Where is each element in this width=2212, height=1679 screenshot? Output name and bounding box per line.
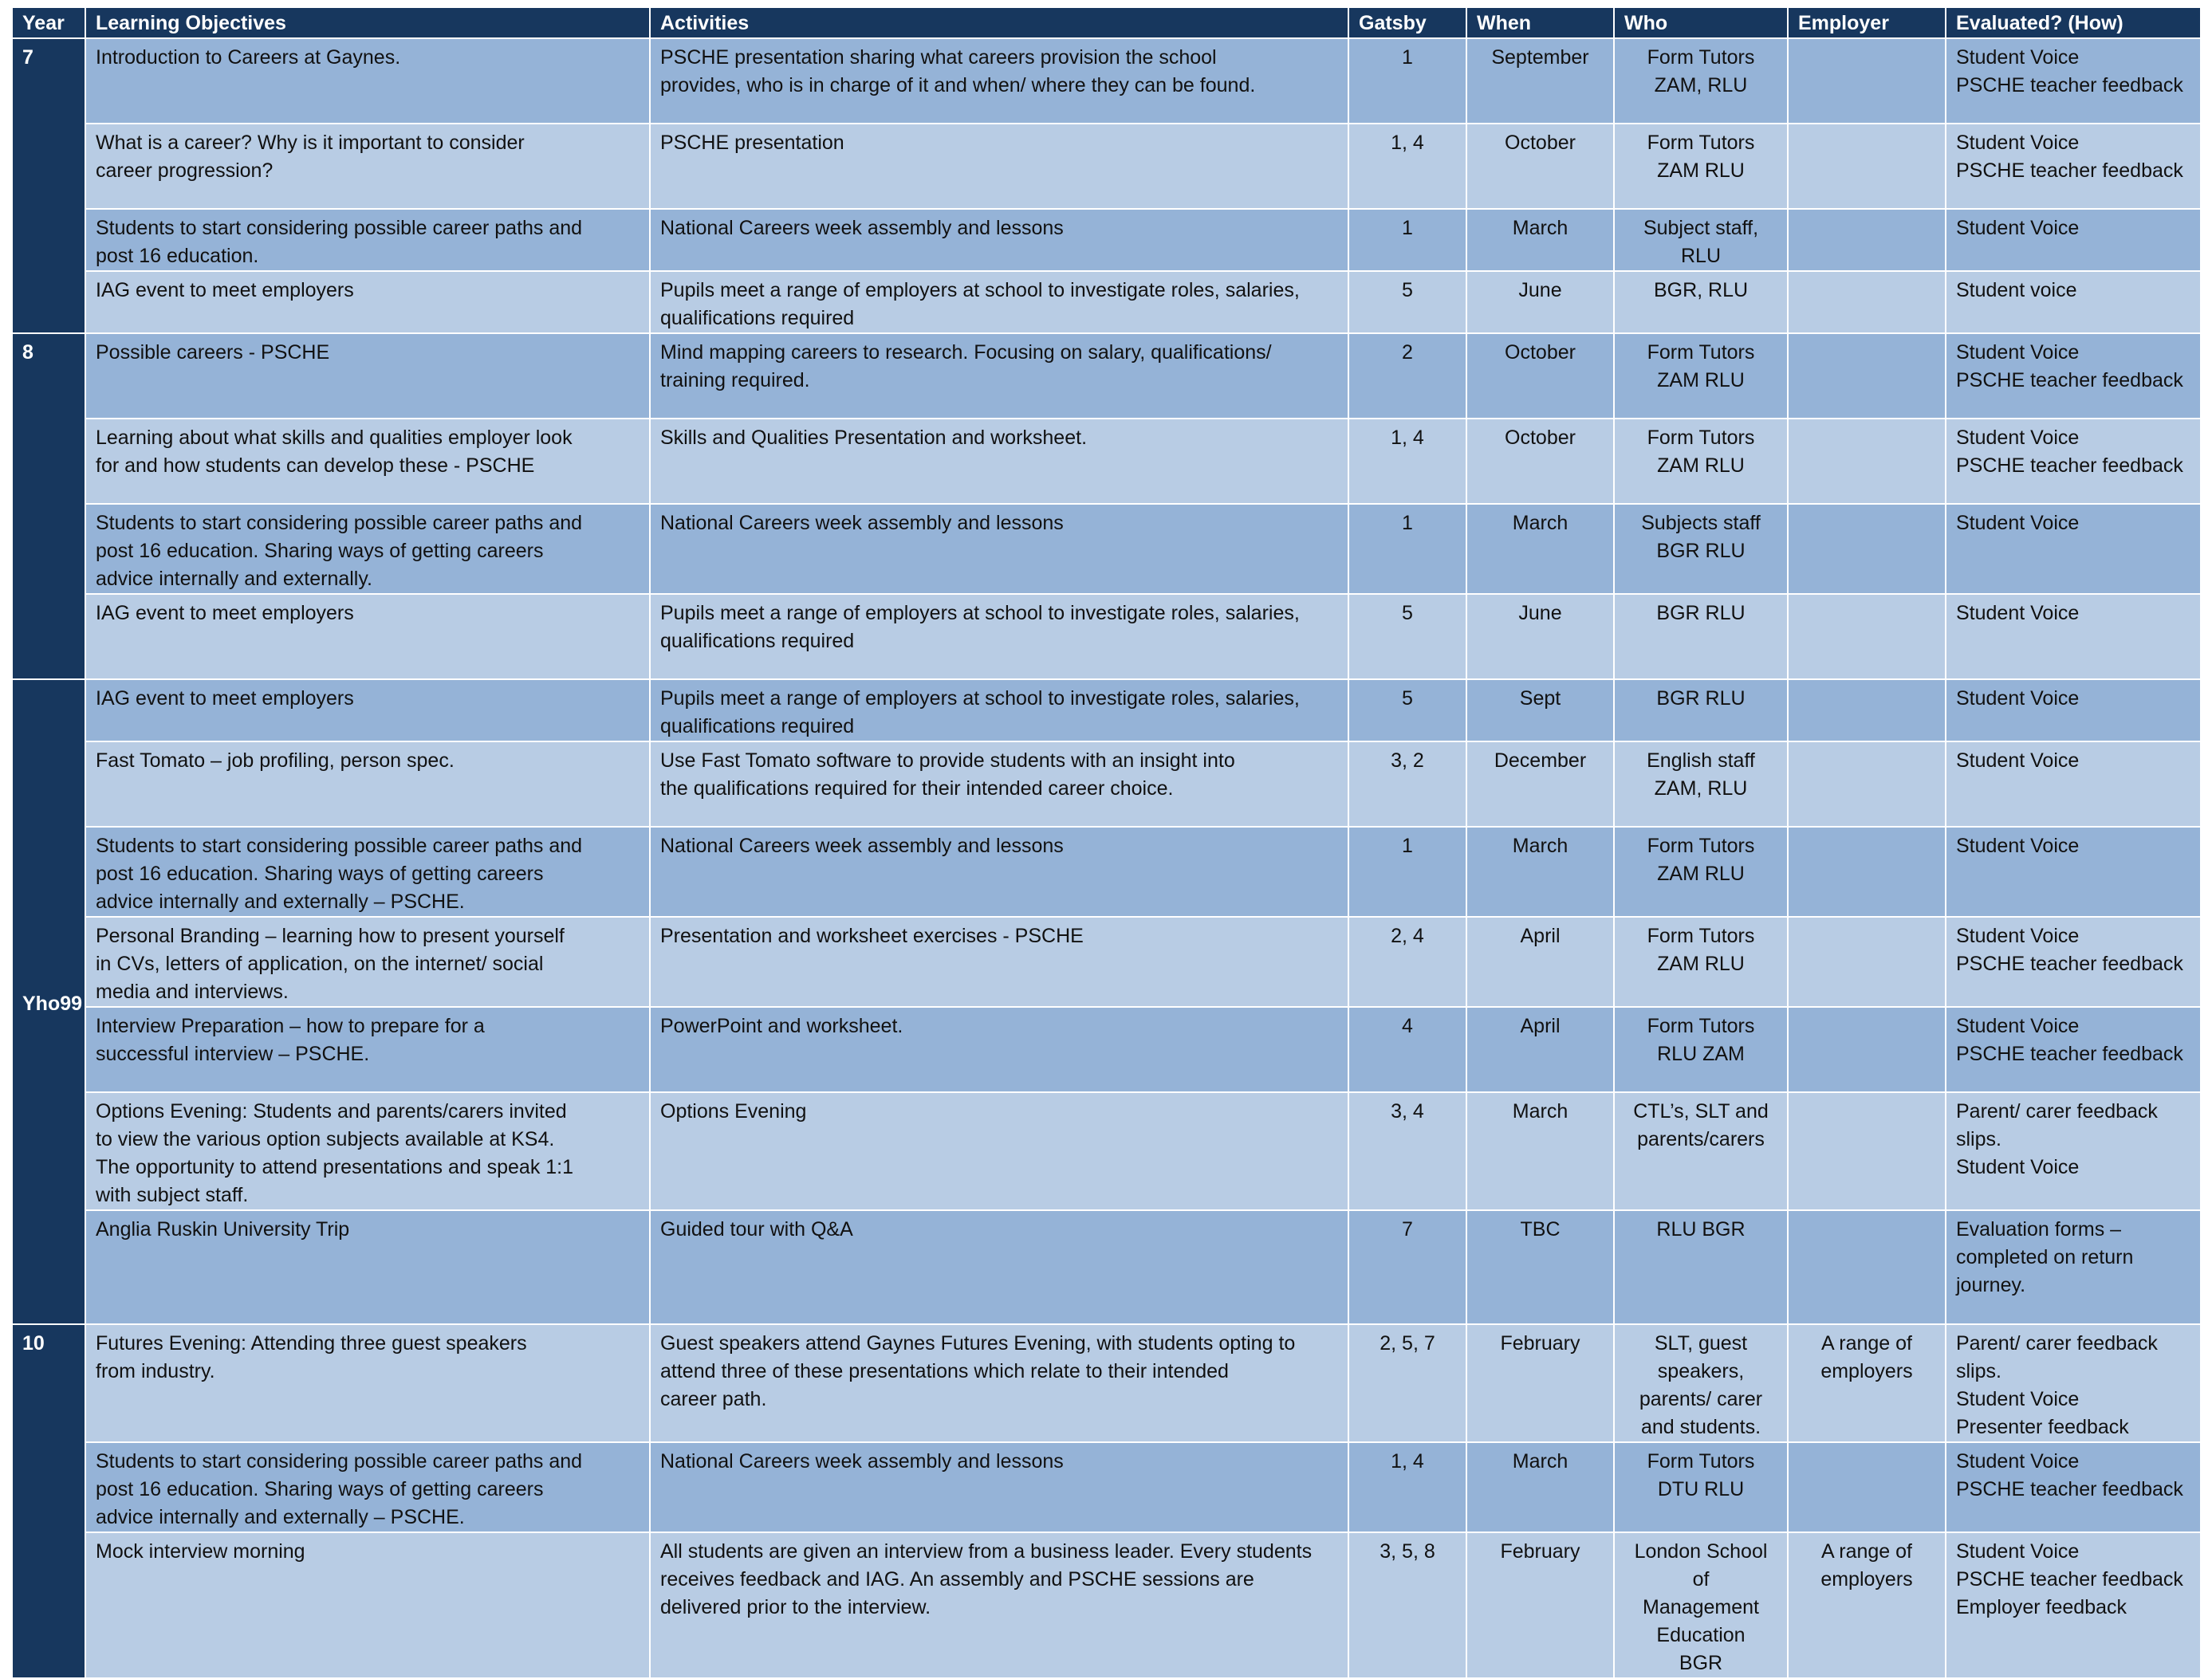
year-cell: 10: [12, 1324, 85, 1678]
objective-cell: Students to start considering possible career paths and post 16 education. Sharing ways of getting careers advice internally and externally – PSCHE.: [85, 827, 650, 917]
when-cell: February: [1466, 1324, 1614, 1442]
activity-cell: Pupils meet a range of employers at school to investigate roles, salaries, qualifications required: [650, 271, 1348, 333]
table-row: [12, 1092, 2201, 1210]
table-row: [12, 1532, 2201, 1678]
evaluated-cell: Student Voice PSCHE teacher feedback: [1946, 917, 2201, 1007]
employer-cell: [1788, 504, 1946, 594]
who-cell: Form Tutors ZAM RLU: [1614, 917, 1788, 1007]
table-row: [12, 827, 2201, 917]
header-employer: Employer: [1788, 7, 1946, 38]
evaluated-cell: Parent/ carer feedback slips. Student Voice: [1946, 1092, 2201, 1210]
table-row: [12, 594, 2201, 679]
objective-cell: Mock interview morning: [85, 1532, 650, 1678]
gatsby-cell: 3, 5, 8: [1348, 1532, 1466, 1678]
who-cell: Form Tutors DTU RLU: [1614, 1442, 1788, 1532]
objective-cell: Students to start considering possible career paths and post 16 education.: [85, 209, 650, 271]
who-cell: Subjects staff BGR RLU: [1614, 504, 1788, 594]
employer-cell: A range of employers: [1788, 1324, 1946, 1442]
table-row: [12, 419, 2201, 504]
gatsby-cell: 3, 2: [1348, 741, 1466, 827]
employer-cell: [1788, 741, 1946, 827]
table-row: [12, 1007, 2201, 1092]
evaluated-cell: Student Voice PSCHE teacher feedback: [1946, 419, 2201, 504]
objective-cell: Students to start considering possible career paths and post 16 education. Sharing ways of getting careers advice internally and externally.: [85, 504, 650, 594]
table-row: [12, 1442, 2201, 1532]
evaluated-cell: Student Voice PSCHE teacher feedback: [1946, 333, 2201, 419]
when-cell: October: [1466, 124, 1614, 209]
employer-cell: [1788, 917, 1946, 1007]
table-row: [12, 209, 2201, 271]
when-cell: September: [1466, 38, 1614, 124]
who-cell: BGR RLU: [1614, 594, 1788, 679]
header-gatsby: Gatsby: [1348, 7, 1466, 38]
evaluated-cell: Student Voice PSCHE teacher feedback: [1946, 1442, 2201, 1532]
header-row: [12, 7, 2201, 38]
when-cell: April: [1466, 917, 1614, 1007]
evaluated-cell: Student Voice: [1946, 741, 2201, 827]
table-row: [12, 504, 2201, 594]
activity-cell: National Careers week assembly and lessons: [650, 827, 1348, 917]
employer-cell: [1788, 38, 1946, 124]
activity-cell: Pupils meet a range of employers at school to investigate roles, salaries, qualifications required: [650, 679, 1348, 741]
objective-cell: Possible careers - PSCHE: [85, 333, 650, 419]
gatsby-cell: 2: [1348, 333, 1466, 419]
activity-cell: Skills and Qualities Presentation and worksheet.: [650, 419, 1348, 504]
objective-cell: Students to start considering possible career paths and post 16 education. Sharing ways of getting careers advice internally and externally – PSCHE.: [85, 1442, 650, 1532]
employer-cell: [1788, 827, 1946, 917]
gatsby-cell: 1: [1348, 504, 1466, 594]
gatsby-cell: 1, 4: [1348, 124, 1466, 209]
year-cell: Yho99: [12, 679, 85, 1324]
employer-cell: [1788, 419, 1946, 504]
employer-cell: [1788, 679, 1946, 741]
table-row: [12, 741, 2201, 827]
activity-cell: Options Evening: [650, 1092, 1348, 1210]
activity-cell: National Careers week assembly and lessons: [650, 209, 1348, 271]
objective-cell: Interview Preparation – how to prepare for a successful interview – PSCHE.: [85, 1007, 650, 1092]
objective-cell: IAG event to meet employers: [85, 679, 650, 741]
table-row: [12, 124, 2201, 209]
activity-cell: Guest speakers attend Gaynes Futures Evening, with students opting to attend three of these presentations which relate to their intended career path.: [650, 1324, 1348, 1442]
employer-cell: [1788, 333, 1946, 419]
evaluated-cell: Student Voice PSCHE teacher feedback: [1946, 1007, 2201, 1092]
objective-cell: IAG event to meet employers: [85, 271, 650, 333]
evaluated-cell: Student Voice PSCHE teacher feedback Employer feedback: [1946, 1532, 2201, 1678]
objective-cell: Anglia Ruskin University Trip: [85, 1210, 650, 1324]
gatsby-cell: 5: [1348, 679, 1466, 741]
activity-cell: PSCHE presentation sharing what careers provision the school provides, who is in charge of it and when/ where they can be found.: [650, 38, 1348, 124]
when-cell: Sept: [1466, 679, 1614, 741]
employer-cell: [1788, 271, 1946, 333]
objective-cell: Personal Branding – learning how to present yourself in CVs, letters of application, on the internet/ social media and interviews.: [85, 917, 650, 1007]
careers-plan-table: [11, 6, 2202, 1679]
when-cell: October: [1466, 333, 1614, 419]
when-cell: March: [1466, 1442, 1614, 1532]
who-cell: Form Tutors RLU ZAM: [1614, 1007, 1788, 1092]
table-row: [12, 333, 2201, 419]
who-cell: London School of Management Education BGR: [1614, 1532, 1788, 1678]
who-cell: Subject staff, RLU: [1614, 209, 1788, 271]
gatsby-cell: 5: [1348, 271, 1466, 333]
who-cell: English staff ZAM, RLU: [1614, 741, 1788, 827]
who-cell: Form Tutors ZAM RLU: [1614, 124, 1788, 209]
employer-cell: [1788, 1007, 1946, 1092]
table-row: [12, 917, 2201, 1007]
evaluated-cell: Student Voice PSCHE teacher feedback: [1946, 124, 2201, 209]
when-cell: February: [1466, 1532, 1614, 1678]
activity-cell: Pupils meet a range of employers at school to investigate roles, salaries, qualifications required: [650, 594, 1348, 679]
gatsby-cell: 2, 5, 7: [1348, 1324, 1466, 1442]
objective-cell: Futures Evening: Attending three guest speakers from industry.: [85, 1324, 650, 1442]
activity-cell: All students are given an interview from a business leader. Every students receives feedback and IAG. An assembly and PSCHE sessions are delivered prior to the interview.: [650, 1532, 1348, 1678]
gatsby-cell: 4: [1348, 1007, 1466, 1092]
objective-cell: Options Evening: Students and parents/carers invited to view the various option subjects available at KS4. The opportunity to attend presentations and speak 1:1 with subject staff.: [85, 1092, 650, 1210]
employer-cell: [1788, 124, 1946, 209]
gatsby-cell: 5: [1348, 594, 1466, 679]
table-row: [12, 271, 2201, 333]
who-cell: CTL’s, SLT and parents/carers: [1614, 1092, 1788, 1210]
who-cell: Form Tutors ZAM, RLU: [1614, 38, 1788, 124]
objective-cell: What is a career? Why is it important to consider career progression?: [85, 124, 650, 209]
objective-cell: IAG event to meet employers: [85, 594, 650, 679]
when-cell: December: [1466, 741, 1614, 827]
gatsby-cell: 1, 4: [1348, 419, 1466, 504]
when-cell: June: [1466, 271, 1614, 333]
evaluated-cell: Student voice: [1946, 271, 2201, 333]
employer-cell: [1788, 594, 1946, 679]
objective-cell: Introduction to Careers at Gaynes.: [85, 38, 650, 124]
when-cell: October: [1466, 419, 1614, 504]
activity-cell: Use Fast Tomato software to provide students with an insight into the qualifications required for their intended career choice.: [650, 741, 1348, 827]
objective-cell: Learning about what skills and qualities employer look for and how students can develop these - PSCHE: [85, 419, 650, 504]
activity-cell: National Careers week assembly and lessons: [650, 504, 1348, 594]
activity-cell: Mind mapping careers to research. Focusing on salary, qualifications/ training required.: [650, 333, 1348, 419]
gatsby-cell: 1, 4: [1348, 1442, 1466, 1532]
header-evaluated: Evaluated? (How): [1946, 7, 2201, 38]
employer-cell: [1788, 1210, 1946, 1324]
who-cell: BGR, RLU: [1614, 271, 1788, 333]
activity-cell: PowerPoint and worksheet.: [650, 1007, 1348, 1092]
activity-cell: PSCHE presentation: [650, 124, 1348, 209]
who-cell: Form Tutors ZAM RLU: [1614, 333, 1788, 419]
gatsby-cell: 7: [1348, 1210, 1466, 1324]
employer-cell: A range of employers: [1788, 1532, 1946, 1678]
table-row: [12, 38, 2201, 124]
header-activities: Activities: [650, 7, 1348, 38]
year-cell: 7: [12, 38, 85, 333]
table-row: [12, 679, 2201, 741]
objective-cell: Fast Tomato – job profiling, person spec.: [85, 741, 650, 827]
activity-cell: Presentation and worksheet exercises - PSCHE: [650, 917, 1348, 1007]
when-cell: March: [1466, 827, 1614, 917]
header-year: Year: [12, 7, 85, 38]
evaluated-cell: Student Voice PSCHE teacher feedback: [1946, 38, 2201, 124]
when-cell: April: [1466, 1007, 1614, 1092]
when-cell: June: [1466, 594, 1614, 679]
when-cell: March: [1466, 1092, 1614, 1210]
activity-cell: Guided tour with Q&A: [650, 1210, 1348, 1324]
header-who: Who: [1614, 7, 1788, 38]
year-cell: 8: [12, 333, 85, 679]
evaluated-cell: Parent/ carer feedback slips. Student Voice Presenter feedback: [1946, 1324, 2201, 1442]
evaluated-cell: Student Voice: [1946, 504, 2201, 594]
header-learning-objectives: Learning Objectives: [85, 7, 650, 38]
activity-cell: National Careers week assembly and lessons: [650, 1442, 1348, 1532]
gatsby-cell: 1: [1348, 38, 1466, 124]
table-row: [12, 1210, 2201, 1324]
evaluated-cell: Student Voice: [1946, 679, 2201, 741]
table-body: [12, 38, 2201, 1678]
header-when: When: [1466, 7, 1614, 38]
table-row: [12, 1324, 2201, 1442]
evaluated-cell: Student Voice: [1946, 209, 2201, 271]
gatsby-cell: 1: [1348, 827, 1466, 917]
gatsby-cell: 3, 4: [1348, 1092, 1466, 1210]
employer-cell: [1788, 1442, 1946, 1532]
who-cell: BGR RLU: [1614, 679, 1788, 741]
when-cell: TBC: [1466, 1210, 1614, 1324]
employer-cell: [1788, 1092, 1946, 1210]
gatsby-cell: 2, 4: [1348, 917, 1466, 1007]
who-cell: SLT, guest speakers, parents/ carer and students.: [1614, 1324, 1788, 1442]
when-cell: March: [1466, 209, 1614, 271]
evaluated-cell: Evaluation forms – completed on return journey.: [1946, 1210, 2201, 1324]
employer-cell: [1788, 209, 1946, 271]
who-cell: Form Tutors ZAM RLU: [1614, 419, 1788, 504]
when-cell: March: [1466, 504, 1614, 594]
who-cell: RLU BGR: [1614, 1210, 1788, 1324]
evaluated-cell: Student Voice: [1946, 827, 2201, 917]
gatsby-cell: 1: [1348, 209, 1466, 271]
evaluated-cell: Student Voice: [1946, 594, 2201, 679]
who-cell: Form Tutors ZAM RLU: [1614, 827, 1788, 917]
